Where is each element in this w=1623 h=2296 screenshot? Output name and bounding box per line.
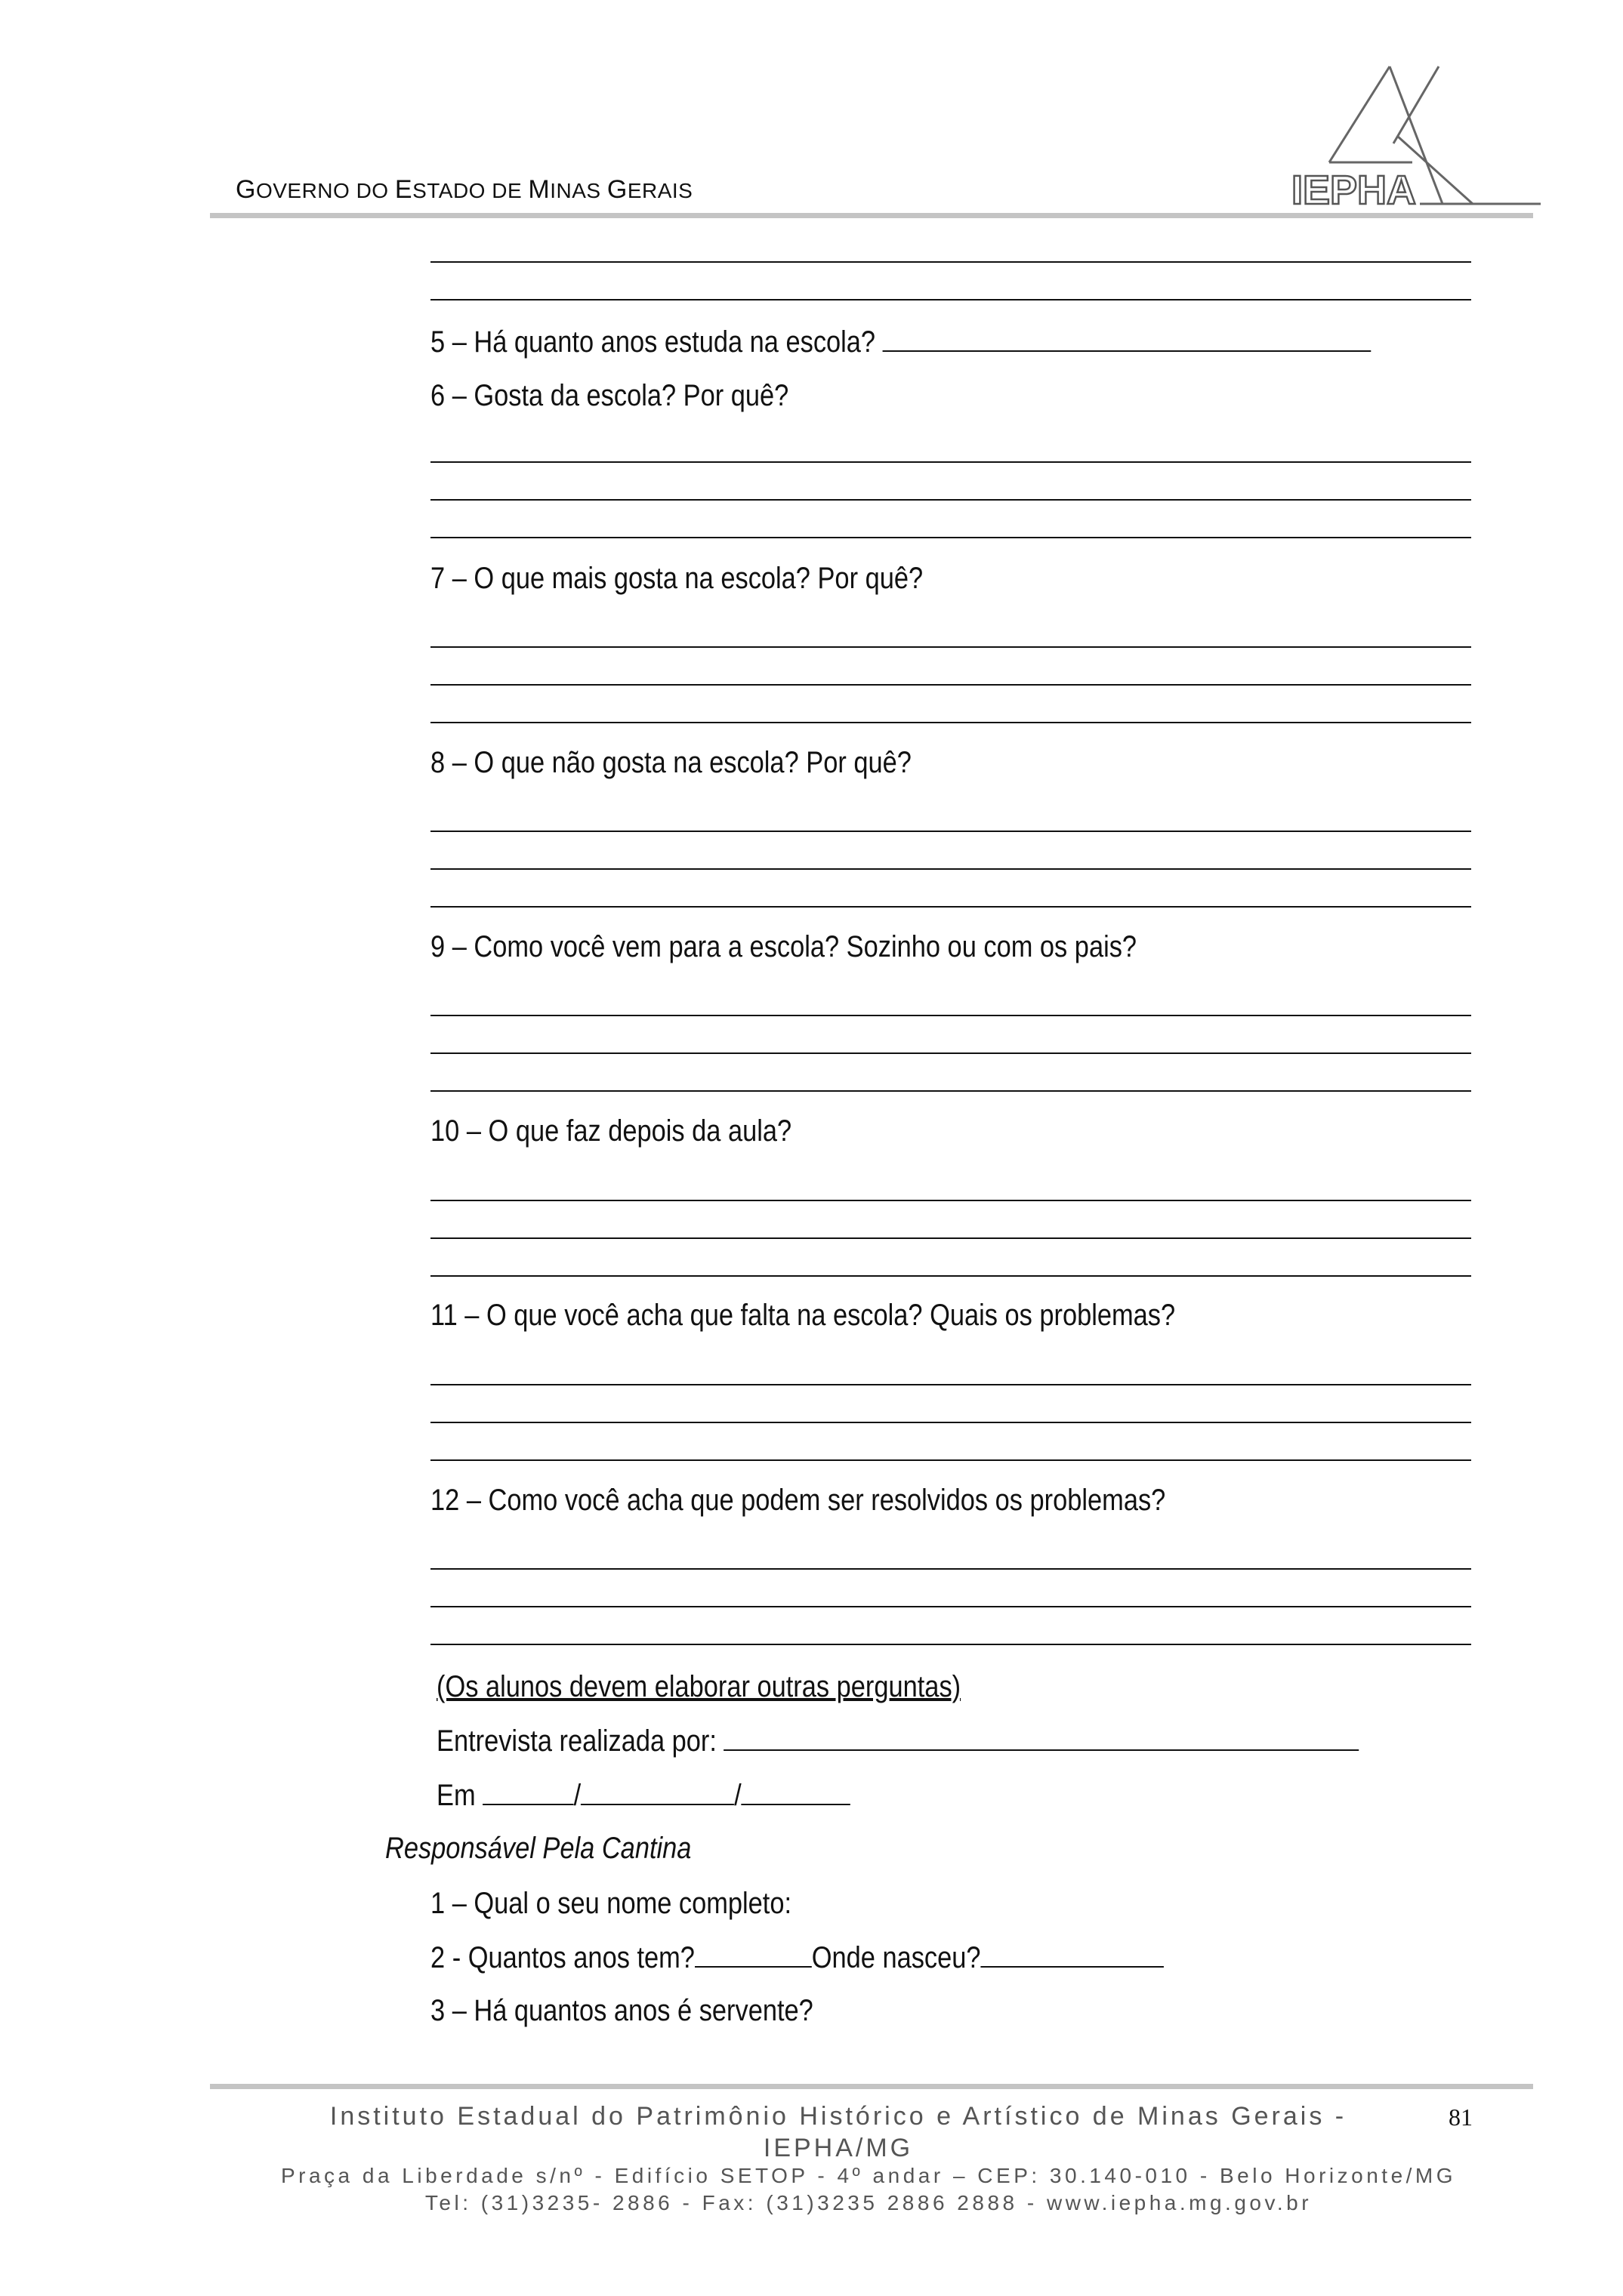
interview-date: Em / /	[437, 1777, 850, 1814]
birthplace-blank[interactable]	[981, 1939, 1165, 1968]
question-6: 6 – Gosta da escola? Por quê?	[430, 379, 789, 412]
age-blank[interactable]	[695, 1939, 812, 1968]
svg-text:IEPHA: IEPHA	[1291, 168, 1417, 211]
section-heading-canteen: Responsável Pela Cantina	[385, 1832, 692, 1865]
canteen-question-1: 1 – Qual o seu nome completo:	[430, 1887, 792, 1920]
question-9: 9 – Como você vem para a escola? Sozinho ou com os pais?	[430, 930, 1137, 963]
question-12: 12 – Como você acha que podem ser resolvidos os problemas?	[430, 1484, 1166, 1517]
answer-line[interactable]	[430, 1568, 1471, 1570]
header-divider	[210, 213, 1533, 218]
answer-line[interactable]	[430, 1459, 1471, 1461]
answer-line[interactable]	[430, 1275, 1471, 1277]
question-7: 7 – O que mais gosta na escola? Por quê?	[430, 562, 924, 595]
day-blank[interactable]	[483, 1777, 573, 1805]
answer-line[interactable]	[430, 1052, 1471, 1054]
answer-line[interactable]	[430, 722, 1471, 723]
header-title: GOVERNO DO ESTADO DE MINAS GERAIS	[236, 175, 693, 204]
answer-line[interactable]	[430, 1015, 1471, 1016]
answer-line[interactable]	[430, 1606, 1471, 1607]
answer-line[interactable]	[430, 1237, 1471, 1239]
canteen-question-2: 2 - Quantos anos tem? Onde nasceu?	[430, 1939, 1164, 1976]
answer-line[interactable]	[430, 1200, 1471, 1201]
answer-line[interactable]	[430, 1644, 1471, 1645]
answer-blank[interactable]	[883, 323, 1372, 352]
page-number: 81	[1449, 2103, 1473, 2131]
canteen-question-3: 3 – Há quantos anos é servente?	[430, 1994, 813, 2027]
question-8: 8 – O que não gosta na escola? Por quê?	[430, 746, 912, 779]
answer-line[interactable]	[430, 1422, 1471, 1423]
question-11: 11 – O que você acha que falta na escola? Quais os problemas?	[430, 1299, 1176, 1332]
answer-line[interactable]	[430, 1090, 1471, 1092]
month-blank[interactable]	[581, 1777, 734, 1805]
answer-line	[430, 299, 1471, 300]
answer-line[interactable]	[430, 499, 1471, 501]
answer-line[interactable]	[430, 646, 1471, 648]
answer-line[interactable]	[430, 461, 1471, 463]
question-10: 10 – O que faz depois da aula?	[430, 1114, 792, 1148]
footer-divider	[210, 2084, 1533, 2089]
answer-line[interactable]	[430, 684, 1471, 686]
footer-address	[227, 2162, 1510, 2217]
answer-line[interactable]	[430, 831, 1471, 832]
answer-line[interactable]	[430, 868, 1471, 870]
interviewer-blank[interactable]	[724, 1722, 1359, 1751]
answer-line[interactable]	[430, 906, 1471, 908]
answer-line	[430, 261, 1471, 263]
answer-line[interactable]	[430, 1384, 1471, 1385]
iepha-logo	[1284, 60, 1541, 211]
year-blank[interactable]	[742, 1777, 850, 1805]
footer-contact-line: Tel: (31)3235- 2886 - Fax: (31)3235 2886 2888 - www.iepha.mg.gov.br	[424, 2191, 1313, 2214]
question-5: 5 – Há quanto anos estuda na escola?	[430, 323, 1371, 360]
students-note: (Os alunos devem elaborar outras perguntas)	[437, 1670, 961, 1703]
footer-institute: Instituto Estadual do Patrimônio Histórico e Artístico de Minas Gerais - IEPHA/MG	[329, 2102, 1347, 2162]
footer-address-line: Praça da Liberdade s/nº - Edifício SETOP - 4º andar – CEP: 30.140-010 - Belo Horizonte/MG	[280, 2164, 1457, 2187]
answer-line[interactable]	[430, 537, 1471, 538]
interview-by: Entrevista realizada por:	[437, 1722, 1359, 1759]
